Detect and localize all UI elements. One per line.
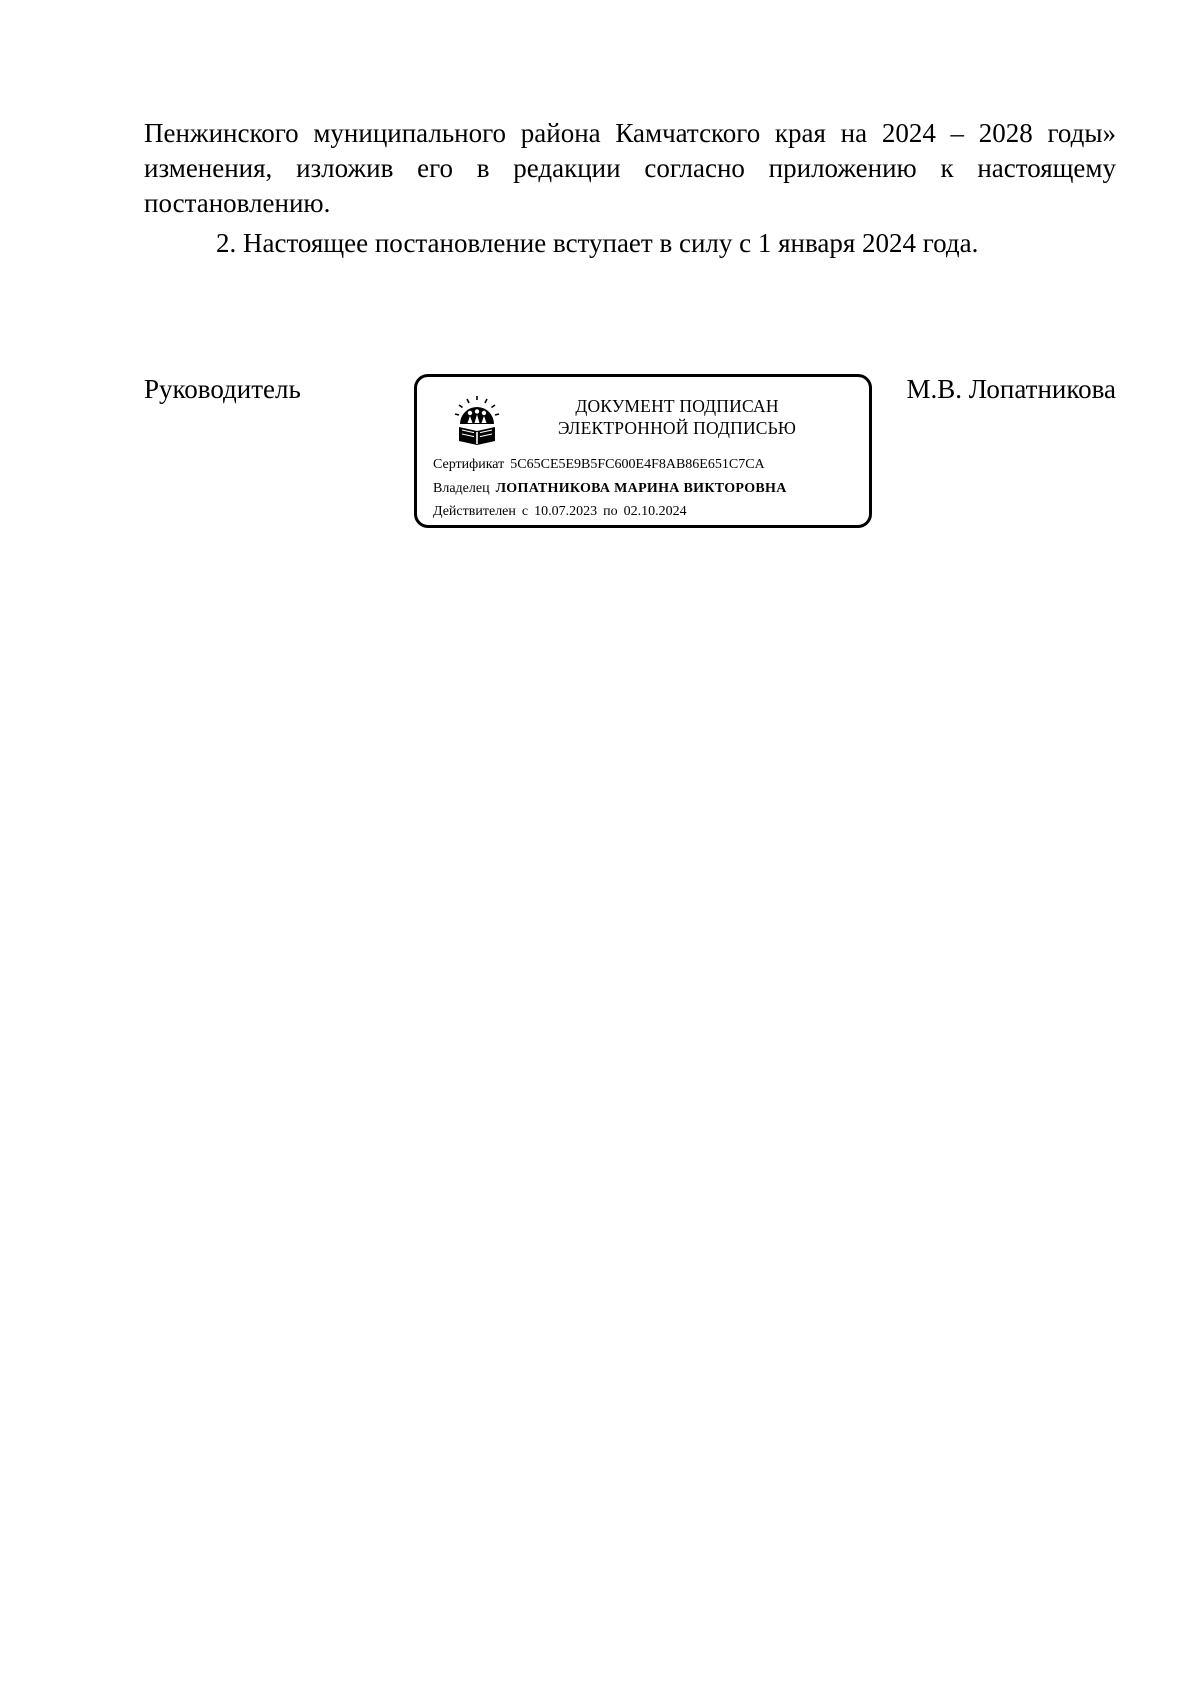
signer-role: Руководитель	[144, 374, 301, 404]
kamchatka-emblem-icon	[453, 394, 501, 448]
stamp-title-line-2: ЭЛЕКТРОННОЙ ПОДПИСЬЮ	[557, 418, 797, 438]
signer-name: М.В. Лопатникова	[906, 374, 1116, 404]
stamp-certificate-row	[433, 456, 765, 474]
valid-label: Действителен	[433, 504, 516, 519]
body-line-2: изменения, изложив его в редакции согласно приложению к настоящему	[144, 153, 1116, 183]
owner-label: Владелец	[433, 481, 490, 496]
stamp-owner-row	[433, 480, 787, 498]
valid-to-word: по	[603, 504, 618, 519]
certificate-value: 5C65CE5E9B5FC600E4F8AB86E651C7CA	[510, 457, 765, 472]
owner-value: ЛОПАТНИКОВА МАРИНА ВИКТОРОВНА	[495, 481, 787, 496]
valid-from-word: с	[521, 504, 529, 519]
stamp-title-line-1: ДОКУМЕНТ ПОДПИСАН	[575, 396, 779, 416]
valid-to-date: 02.10.2024	[623, 504, 687, 519]
electronic-signature-stamp	[414, 374, 872, 528]
body-line-3: постановлению.	[144, 188, 331, 218]
body-line-1: Пенжинского муниципального района Камчатского края на 2024 – 2028 годы»	[144, 118, 1116, 148]
stamp-validity-row	[433, 503, 687, 521]
certificate-label: Сертификат	[433, 457, 505, 472]
stamp-title	[527, 395, 827, 439]
body-line-4: 2. Настоящее постановление вступает в силу с 1 января 2024 года.	[216, 228, 979, 258]
valid-from-date: 10.07.2023	[534, 504, 598, 519]
